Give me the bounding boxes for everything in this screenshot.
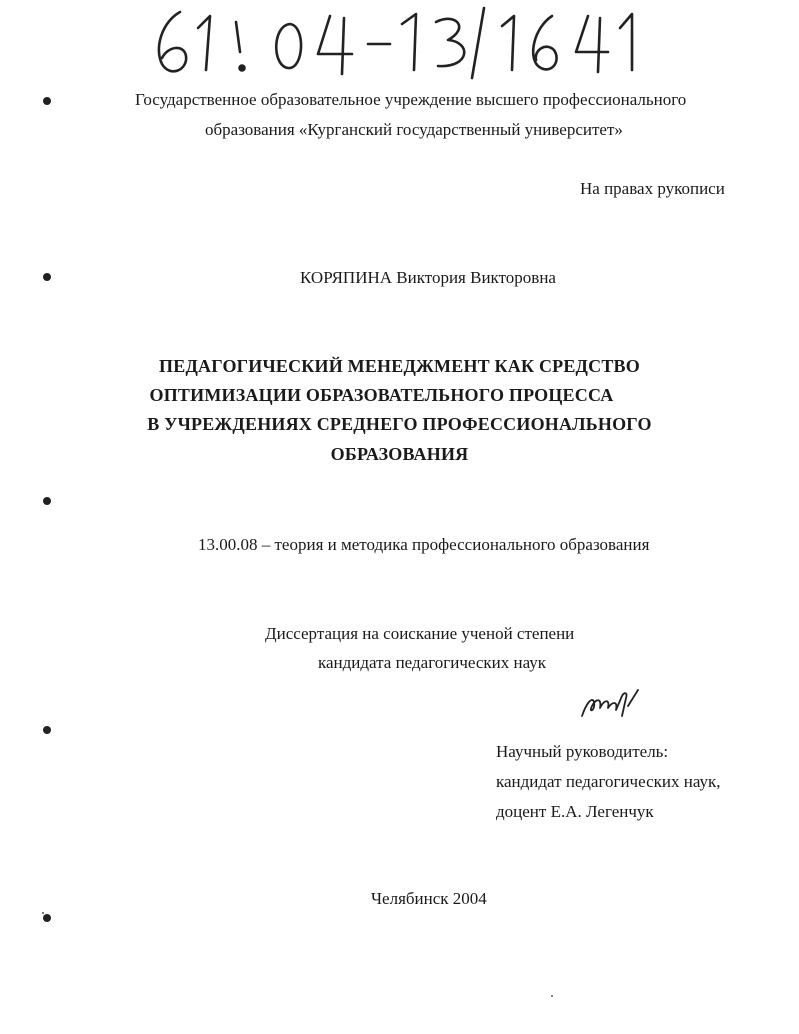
margin-dot bbox=[43, 726, 51, 734]
author-surname: КОРЯПИНА bbox=[300, 268, 393, 287]
margin-dot bbox=[43, 497, 51, 505]
city-year: Челябинск 2004 bbox=[371, 889, 487, 908]
author-given-names: Виктория Викторовна bbox=[396, 268, 556, 287]
handwritten-archive-code bbox=[140, 0, 660, 95]
signature bbox=[578, 686, 648, 720]
supervisor-name: доцент Е.А. Легенчук bbox=[496, 802, 654, 821]
rights-note: На правах рукописи bbox=[580, 179, 725, 198]
degree-line-2: кандидата педагогических наук bbox=[318, 653, 547, 672]
margin-dot bbox=[43, 914, 51, 922]
margin-dot bbox=[43, 97, 51, 105]
specialty: 13.00.08 – теория и методика профессионального образования bbox=[198, 535, 650, 554]
supervisor-label: Научный руководитель: bbox=[496, 742, 669, 761]
institution-line-1: Государственное образовательное учреждение высшего профессионального bbox=[135, 90, 687, 109]
institution-line-2: образования «Курганский государственный университет» bbox=[205, 120, 623, 139]
title-line-4: ОБРАЗОВАНИЯ bbox=[330, 444, 469, 464]
margin-dot bbox=[43, 273, 51, 281]
degree-line-1: Диссертация на соискание ученой степени bbox=[265, 624, 575, 643]
scan-speck bbox=[551, 995, 553, 997]
supervisor-degree: кандидат педагогических наук, bbox=[496, 772, 721, 791]
title-line-2: ОПТИМИЗАЦИИ ОБРАЗОВАТЕЛЬНОГО ПРОЦЕССА bbox=[149, 385, 614, 405]
title-line-3: В УЧРЕЖДЕНИЯХ СРЕДНЕГО ПРОФЕССИОНАЛЬНОГО bbox=[147, 414, 652, 434]
author-name bbox=[300, 268, 556, 288]
scan-speck bbox=[42, 912, 44, 914]
title-line-1: ПЕДАГОГИЧЕСКИЙ МЕНЕДЖМЕНТ КАК СРЕДСТВО bbox=[159, 356, 640, 376]
